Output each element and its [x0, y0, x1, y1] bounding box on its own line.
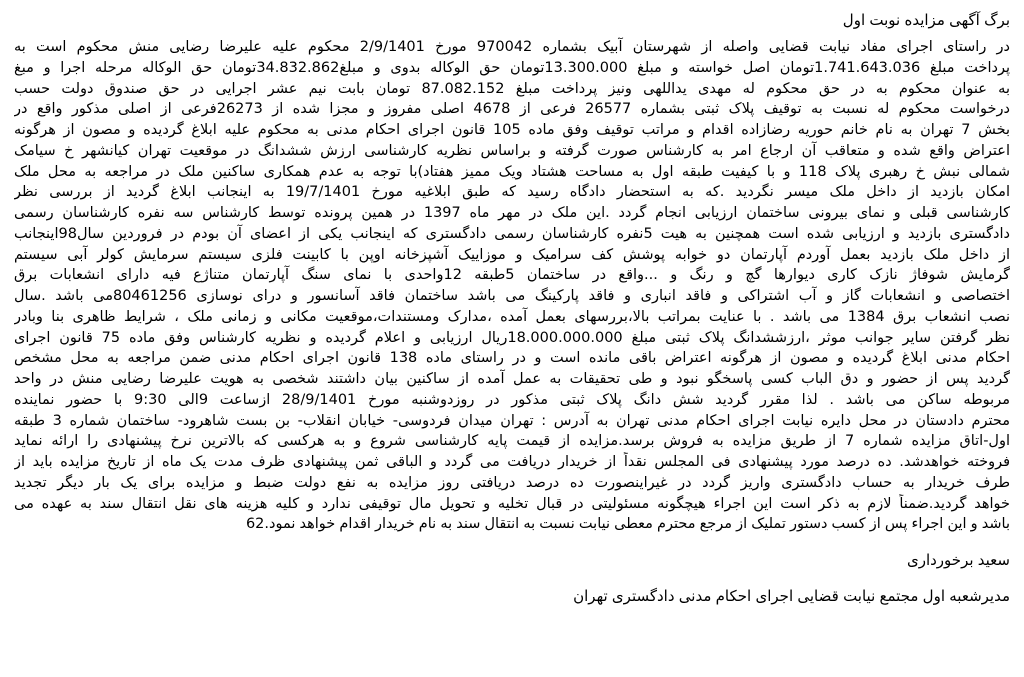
body-line: فروخته خواهدشد. ده درصد مورد پیشنهادی فی المجلس نقداً از خریدار دریافت می گردد و الباقی ثمن پیشنهادی ظرف مدت یک ماه از تاریخ مزایده باید از — [14, 454, 1010, 470]
body-line: مربوطه ساکن می باشد . لذا مقرر گردید شش دانگ پلاک ثبتی مذکور در روزدوشنبه مورخ 28/9/1401 ازساعت 9الی 9:30 با حضور نماینده — [14, 391, 1010, 408]
body-line: اعتراض واقع شده و متعاقب آن ارجاع امر به کارشناس صورت گرفته و براساس نظریه کارشناسی ارزش ششدانگ در موقعیت تهران کیانشهر خ سیامک — [14, 142, 1010, 159]
body-line: باشد و این اجراء پس از کسب دستور تملیک از مرجع محترم معطی نیابت نسبت به انتقال سند به نام خریدار اقدام خواهد نمود.62 — [245, 516, 1010, 533]
body-line: دادگستری بازدید و ارزیابی شده است همچنین به هیت 5نفره کارشناسان رسمی دادگستری که اینجانب یکی از اعضای آن بودم در فروردین سال98اینجانب — [14, 225, 1010, 242]
body-line: درخواست محکوم له نسبت به توقیف پلاک ثبتی بشماره 26577 فرعی از 4678 اصلی مفروز و مجزا شده از 26273فرعی از اصلی مذکور واقع در — [14, 101, 1010, 118]
body-line: شمالی نبش خ رهبری پلاک 118 و با کیفیت طبقه اول به مساحت هشتاد ویک ممیز هفتاد)با توجه به عدم همکاری ساکنین ملک در مراجعه به محل ملک — [14, 163, 1010, 180]
body-line: به عنوان محکوم به در حق محکوم له مهدی یداللهی ونیز پرداخت مبلغ 87.082.152 تومان بابت نیم عشر اجرایی در حق صندوق دولت حسب — [14, 80, 1010, 97]
body-line: در راستای اجرای مفاد نیابت قضایی واصله از شهرستان آبیک بشماره 970042 مورخ 2/9/1401 محکوم علیه علیرضا رضایی منش محکوم است به — [14, 39, 1010, 55]
body-line: اول-اتاق مزایده شماره 7 از طریق مزایده به فروش برسد.مزایده از قیمت پایه کارشناسی شروع و به هرکسی که بالاترین نرخ پیشنهادی را ارائه نماید — [14, 433, 1010, 450]
body-line: خواهد گردید.ضمناً لازم به ذکر است این اجراء هیچگونه مسئولیتی در قبال تخلیه و تحویل مال توقیفی ندارد و کلیه هزینه های نقل انتقال سند به عهده می — [14, 495, 1010, 512]
body-line: کارشناسی قبلی و نمای بیرونی ساختمان ارزیابی انجام گردد .این ملک در مهر ماه 1397 در همین پرونده توسط کارشناس سه نفره کارشناسان رسمی — [14, 205, 1010, 221]
body-line: امکان بازدید از داخل ملک میسر نگردید .که به استحضار دادگاه رسید که طبق ابلاغیه مورخ 19/7/1401 به اینجانب ابلاغ گردید از بررسی نظر — [14, 184, 1010, 201]
notice-body — [14, 37, 1010, 535]
body-line: بخش 7 تهران به نام خانم حوریه رضازاده اقدام و مراتب توقیف وفق ماده 105 قانون اجرای احکام مدنی به محکوم علیه ابلاغ گردیده و مصون از هرگونه — [14, 122, 1010, 138]
notice-title: برگ آگهی مزایده نوبت اول — [842, 11, 1010, 29]
signatory-name: سعید برخورداری — [906, 551, 1010, 569]
signatory-office: مدیرشعبه اول مجتمع نیابت قضایی اجرای احکام مدنی دادگستری تهران — [573, 587, 1010, 605]
body-line: گردید پس از حضور و دق الباب کسی پاسخگو نبود و طی تحقیقات به عمل آمده از ساکنین بیان داشتند شخصی به هویت علیرضا رضایی منش در واحد — [14, 371, 1010, 387]
body-line: احکام مدنی ابلاغ گردیده و مصون از هرگونه اعتراض باقی مانده است و در راستای ماده 138 قانون اجرای احکام مدنی ضمن مراجعه به محل مشخص — [14, 350, 1010, 367]
body-line: اختصاصی و انشعابات گاز و آب اشتراکی و فاقد انباری و فاقد پارکینگ می باشد ساختمان فاقد آسانسور و درای نوسازی 80461256می باشد .سال — [14, 288, 1010, 304]
body-line: محترم دادستان در محل دایره نیابت اجرای احکام مدنی تهران به آدرس : تهران میدان فردوسی- خیابان انقلاب- بن بست شاهرود- ساختمان شماره 3 طبقه — [14, 412, 1010, 429]
body-line: پرداخت مبلغ 1.741.643.036تومان اصل خواسته و مبلغ 13.300.000تومان حق الوکاله بدوی و مبلغ34.832.862تومان حق الوکاله مرحله اجرا و مبغ — [14, 59, 1010, 76]
body-line: نظر گرفتن سایر جوانب موثر ،ارزششدانگ پلاک ثبتی مبلغ 18.000.000.000ریال ارزیابی و اعلام گردیده و نظریه کارشناس وفق ماده 75 قانون اجرای — [14, 329, 1010, 346]
body-line: نصب انشعاب برق 1384 می باشد . با عنایت بمراتب بالا،بررسهای بعمل آمده ،مدارک ومستندات،موقعیت مکانی و زمانی ملک ، شرایط ظاهری بنا وبادر — [14, 308, 1010, 325]
body-line: طرف خریدار به حساب دادگستری واریز گردد در غیراینصورت ده درصد دریافتی روز مزایده به نفع دولت ضبط و مزایده برای یک بار دیگر تجدید — [14, 474, 1010, 491]
body-line: گرمایش شوفاژ نازک کاری دیوارها گچ و رنگ و ...واقع در ساختمان 5طبقه 12واحدی با نمای سنگ آپارتمان متناژع فیه دارای انشعابات برق — [14, 267, 1010, 284]
body-line: از داخل ملک بازدید بعمل آوردم آپارتمان دو خوابه پوشش کف سرامیک و موزاییک آشپزخانه اوپن با کابینت فلزی سیستم سرمایش کولر آبی سیستم — [14, 246, 1010, 263]
